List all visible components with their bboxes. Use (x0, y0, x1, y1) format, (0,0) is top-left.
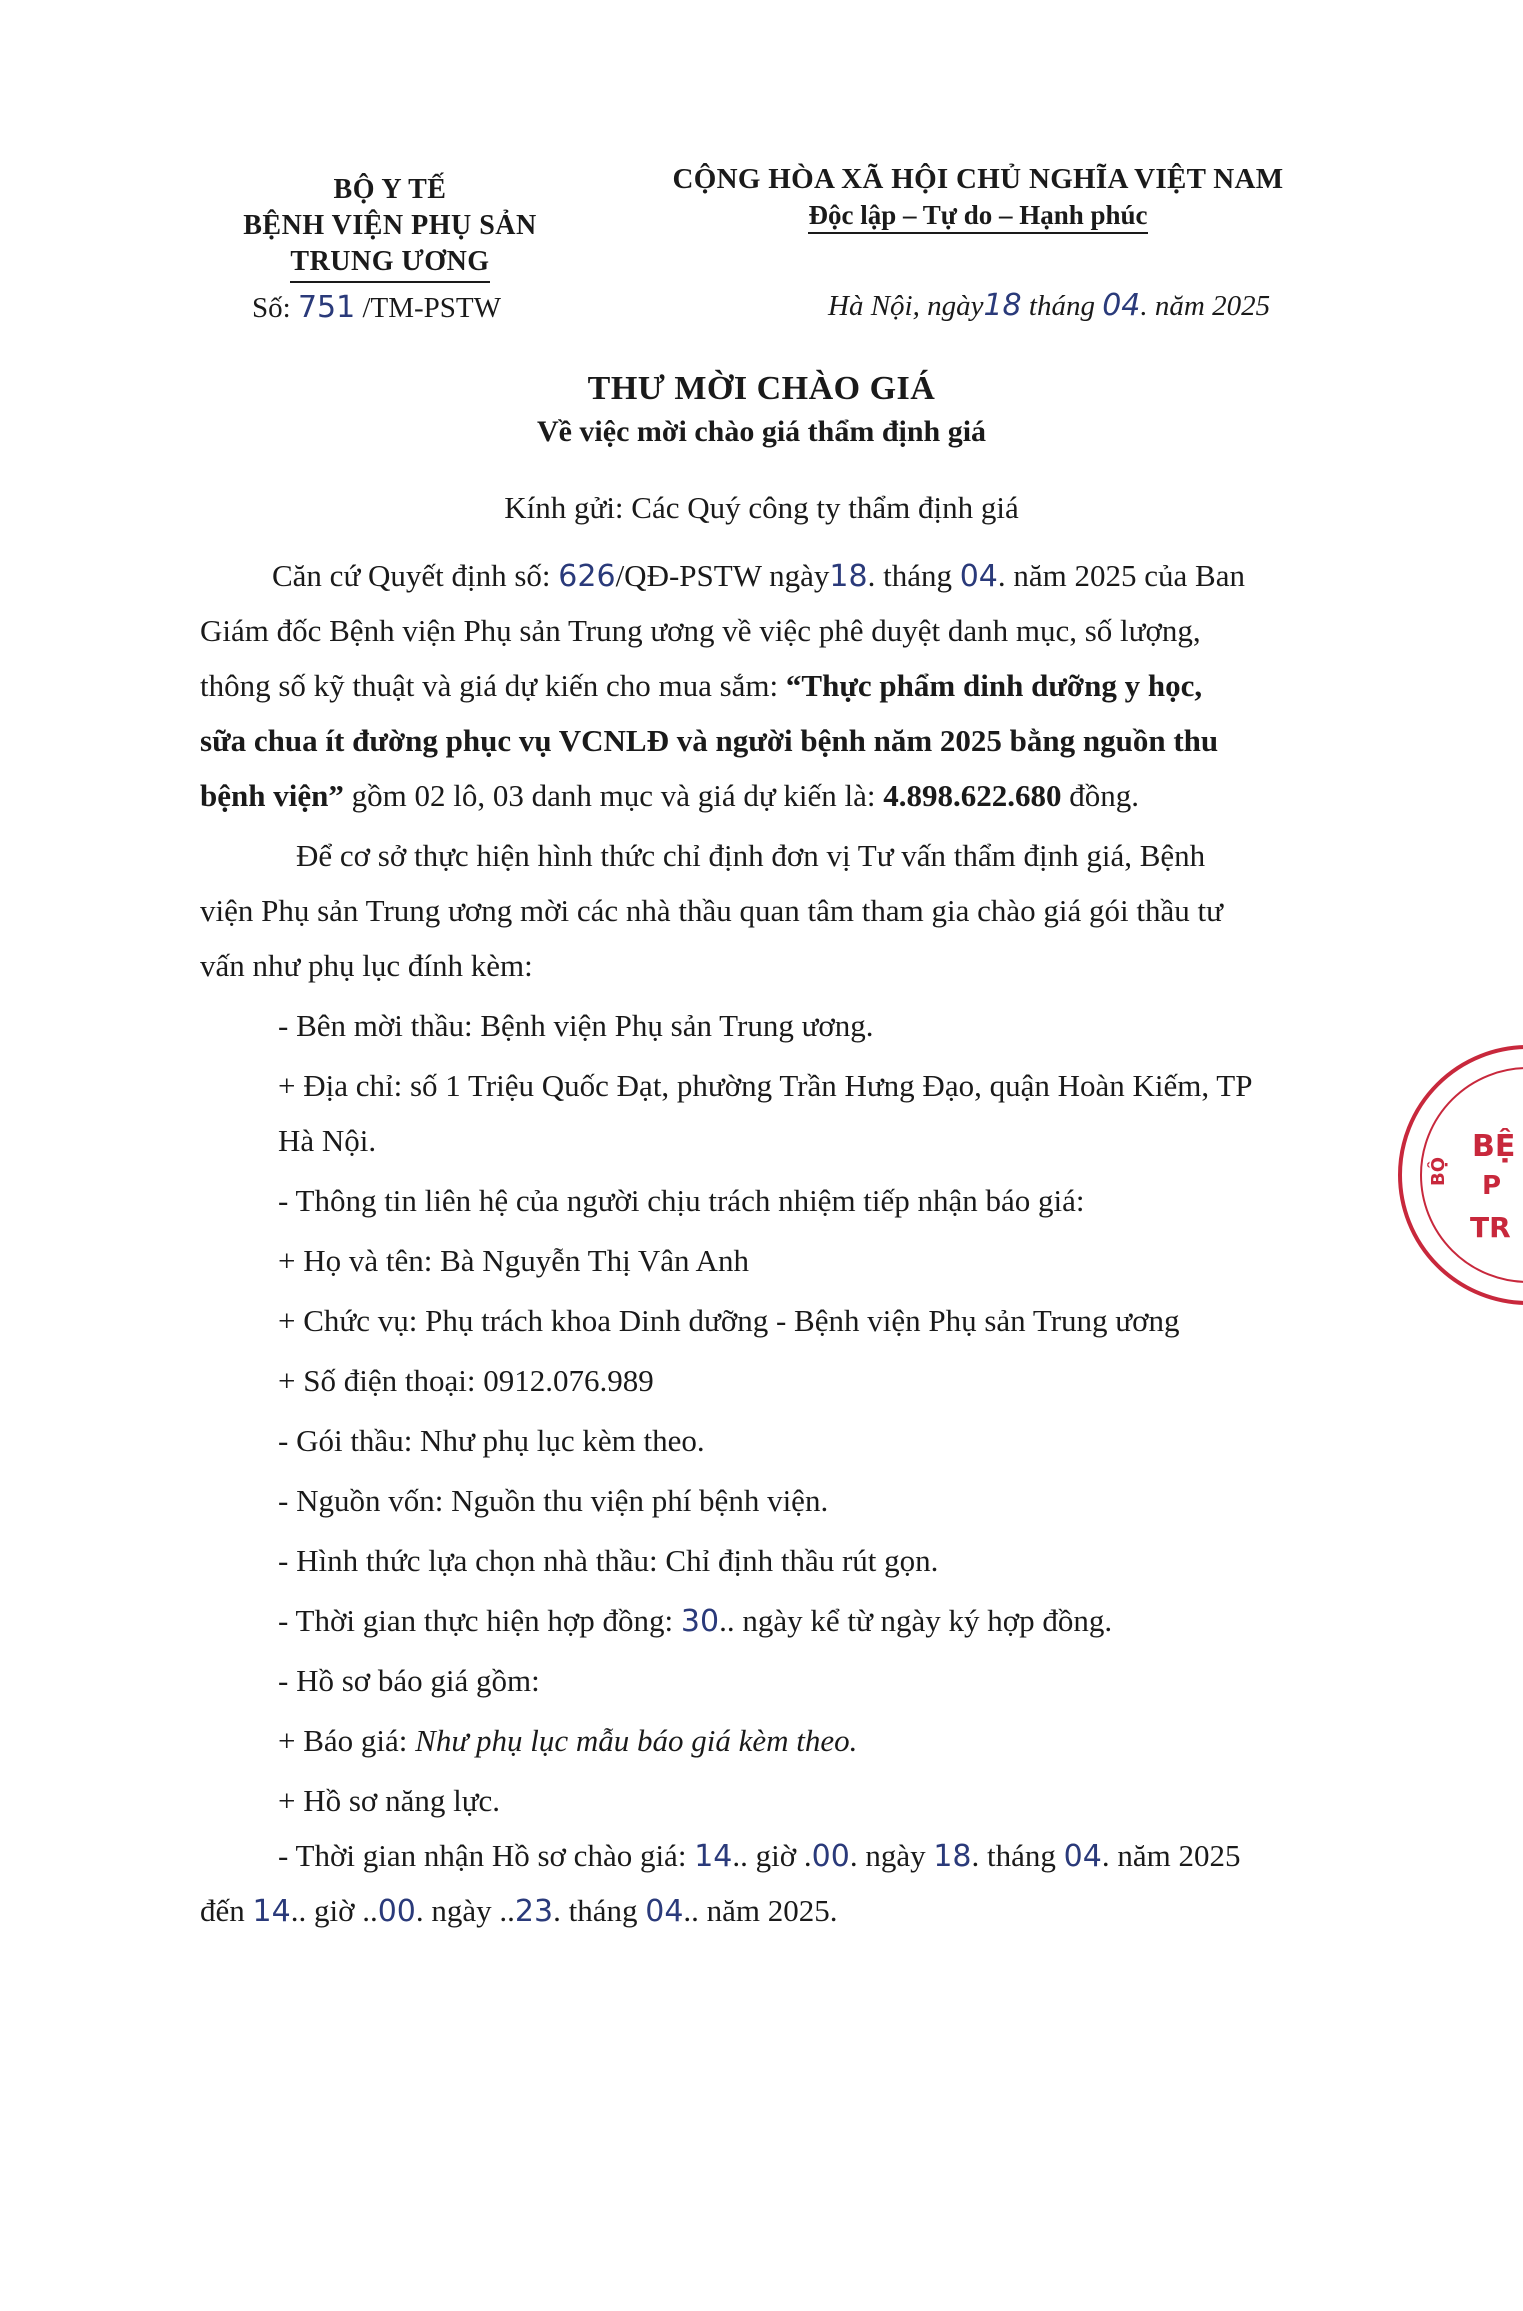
item-inviter: - Bên mời thầu: Bệnh viện Phụ sản Trung ương. (278, 1008, 874, 1043)
stamp-text-2: P (1482, 1171, 1502, 1201)
ministry-name: BỘ Y TẾ (333, 174, 447, 205)
estimated-price: 4.898.622.680 (883, 778, 1062, 813)
item-package: - Gói thầu: Như phụ lục kèm theo. (278, 1423, 705, 1458)
recv2-text-e: . tháng (553, 1893, 646, 1928)
recv-end-hour: 14 (252, 1894, 291, 1929)
recv2-text-f: .. năm 2025. (683, 1893, 838, 1928)
date-prefix: Hà Nội, ngày (828, 290, 984, 322)
date-day: 18 (983, 288, 1022, 323)
recv-start-day: 18 (933, 1839, 972, 1874)
recv2-text-c: . ngày .. (415, 1893, 515, 1928)
official-stamp (1398, 1045, 1523, 1305)
quote-label: + Báo giá: (278, 1723, 416, 1758)
item-contact-position: + Chức vụ: Phụ trách khoa Dinh dưỡng - Bệnh viện Phụ sản Trung ương (278, 1303, 1180, 1338)
recv-start-minute: 00 (811, 1839, 850, 1874)
p1-line3-bold: “Thực phẩm dinh dưỡng y học, (785, 668, 1203, 703)
date-year: . năm 2025 (1140, 290, 1271, 322)
recv-text-e: . năm 2025 (1101, 1838, 1241, 1873)
stamp-side-text: BỘ (1428, 1156, 1450, 1187)
number-handwritten: 751 (297, 290, 356, 325)
p1-text-b: /QĐ-PSTW ngày (615, 558, 830, 593)
duration-days: 30 (680, 1604, 720, 1639)
item-contract-duration (278, 1603, 1112, 1639)
recv-end-month: 04 (645, 1894, 684, 1929)
hospital-name-line1: BỆNH VIỆN PHỤ SẢN (243, 210, 537, 241)
letter-subtitle: Về việc mời chào giá thẩm định giá (536, 415, 987, 448)
hospital-name-line2-wrap (240, 244, 540, 283)
item-quote (278, 1723, 857, 1759)
hospital-name-line2: TRUNG ƯƠNG (290, 244, 489, 283)
para2-line1: Để cơ sở thực hiện hình thức chỉ định đơn vị Tư vấn thẩm định giá, Bệnh (296, 838, 1206, 873)
recv-text-b: .. giờ . (732, 1838, 812, 1873)
item-address-line2: Hà Nội. (278, 1123, 377, 1158)
stamp-text-1: BỆ (1472, 1129, 1516, 1164)
item-funding: - Nguồn vốn: Nguồn thu viện phí bệnh viện. (278, 1483, 829, 1518)
recv-text-c: . ngày (849, 1838, 934, 1873)
recv-end-day: 23 (514, 1894, 554, 1929)
decision-month: 04 (959, 559, 998, 594)
item-contact-info: - Thông tin liên hệ của người chịu trách nhiệm tiếp nhận báo giá: (278, 1183, 1085, 1218)
recv-end-minute: 00 (377, 1894, 416, 1929)
item-contact-phone: + Số điện thoại: 0912.076.989 (278, 1363, 654, 1398)
p1-text-a: Căn cứ Quyết định số: (272, 558, 559, 593)
p1-line5-bold: bệnh viện” (200, 778, 344, 813)
para1-line3 (200, 668, 1202, 704)
decision-day: 18 (829, 559, 868, 594)
date-month-label: tháng (1021, 290, 1103, 322)
recv-text-d: . tháng (971, 1838, 1064, 1873)
p1-line5-end: đồng. (1061, 778, 1140, 813)
para2-line3: vấn như phụ lục đính kèm: (200, 948, 533, 983)
para1-line1 (272, 558, 1245, 594)
duration-text-a: - Thời gian thực hiện hợp đồng: (278, 1603, 681, 1638)
item-quote-dossier: - Hồ sơ báo giá gồm: (278, 1663, 540, 1698)
recv-start-month: 04 (1063, 1839, 1102, 1874)
para2-line2: viện Phụ sản Trung ương mời các nhà thầu quan tâm tham gia chào giá gói thầu tư (200, 893, 1223, 928)
recv-text-a: - Thời gian nhận Hồ sơ chào giá: (278, 1838, 695, 1873)
addressee: Kính gửi: Các Quý công ty thẩm định giá (504, 490, 1019, 525)
receiving-time-line2 (200, 1893, 838, 1929)
motto-wrap (668, 198, 1288, 232)
document-number (252, 290, 501, 325)
para1-line2: Giám đốc Bệnh viện Phụ sản Trung ương về việc phê duyệt danh mục, số lượng, (200, 613, 1201, 648)
para1-line4: sữa chua ít đường phục vụ VCNLĐ và người bệnh năm 2025 bằng nguồn thu (200, 723, 1219, 758)
recv2-text-a: đến (200, 1893, 253, 1928)
item-contact-name: + Họ và tên: Bà Nguyễn Thị Vân Anh (278, 1243, 749, 1278)
p1-line3-text: thông số kỹ thuật và giá dự kiến cho mua sắm: (200, 668, 786, 703)
document-date (828, 288, 1270, 323)
number-prefix: Số: (252, 292, 298, 324)
letter-title: THƯ MỜI CHÀO GIÁ (587, 370, 936, 407)
date-month: 04 (1102, 288, 1141, 323)
p1-text-c: . tháng (867, 558, 960, 593)
quote-value: Như phụ lục mẫu báo giá kèm theo. (415, 1723, 858, 1758)
item-selection-method: - Hình thức lựa chọn nhà thầu: Chỉ định thầu rút gọn. (278, 1543, 939, 1578)
stamp-text-3: TR (1470, 1211, 1511, 1244)
p1-text-d: . năm 2025 của Ban (997, 558, 1245, 593)
decision-number: 626 (558, 559, 616, 594)
number-suffix: /TM-PSTW (355, 292, 502, 324)
receiving-time-line1 (278, 1838, 1240, 1874)
item-capability: + Hồ sơ năng lực. (278, 1783, 501, 1818)
item-address-line1: + Địa chỉ: số 1 Triệu Quốc Đạt, phường Trần Hưng Đạo, quận Hoàn Kiếm, TP (278, 1068, 1253, 1103)
duration-text-b: .. ngày kể từ ngày ký hợp đồng. (719, 1603, 1113, 1638)
recv-start-hour: 14 (694, 1839, 733, 1874)
p1-line5-text: gồm 02 lô, 03 danh mục và giá dự kiến là: (343, 778, 884, 813)
issuing-organization (240, 172, 540, 283)
recv2-text-b: .. giờ .. (290, 1893, 378, 1928)
national-title (668, 160, 1288, 232)
nation-name: CỘNG HÒA XÃ HỘI CHỦ NGHĨA VIỆT NAM (672, 163, 1284, 195)
para1-line5 (200, 778, 1139, 814)
national-motto: Độc lập – Tự do – Hạnh phúc (808, 200, 1147, 234)
